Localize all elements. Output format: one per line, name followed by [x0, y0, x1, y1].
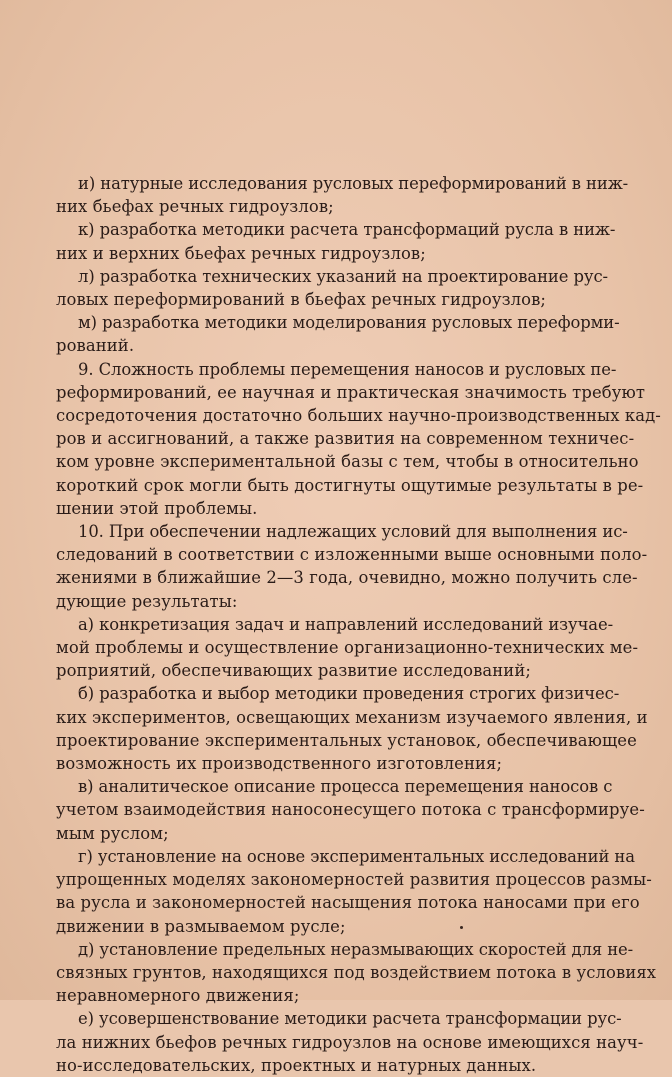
- text-line: роприятий, обеспечивающих развитие исследований;: [56, 661, 531, 681]
- text-line: упрощенных моделях закономерностей развития процессов размы-: [56, 870, 652, 890]
- paragraph: [56, 682, 661, 775]
- text-line: ловых переформирований в бьефах речных гидроузлов;: [56, 290, 547, 310]
- text-line: к) разработка методики расчета трансформаций русла в ниж-: [78, 220, 616, 240]
- text-line: и) натурные исследования русловых переформирований в ниж-: [78, 174, 629, 193]
- text-line: мой проблемы и осуществление организационно-технических ме-: [56, 638, 639, 658]
- text-line: б) разработка и выбор методики проведения строгих физичес-: [78, 684, 620, 704]
- text-line: д) установление предельных неразмывающих скоростей для не-: [78, 939, 634, 959]
- text-line: короткий срок могли быть достигнуты ощутимые результаты в ре-: [56, 475, 644, 495]
- text-line: рований.: [56, 336, 135, 356]
- paragraph: [56, 520, 661, 613]
- text-line: них и верхних бьефах речных гидроузлов;: [56, 243, 426, 263]
- paragraph: [56, 845, 661, 938]
- text-line: движении в размываемом русле;: [56, 916, 346, 936]
- text-line: г) установление на основе экспериментальных исследований на: [78, 846, 635, 866]
- text-line: 9. Сложность проблемы перемещения наносов и русловых пе-: [78, 359, 617, 379]
- text-line: л) разработка технических указаний на проектирование рус-: [78, 266, 608, 286]
- paragraph: [56, 172, 661, 218]
- paragraph: [56, 311, 661, 357]
- paragraph: [56, 358, 661, 520]
- text-line: ком уровне экспериментальной базы с тем, чтобы в относительно: [56, 452, 639, 472]
- text-line: учетом взаимодействия наносонесущего потока с трансформируе-: [56, 800, 645, 820]
- text-line: ла нижних бьефов речных гидроузлов на основе имеющихся науч-: [56, 1032, 644, 1052]
- text-line: м) разработка методики моделирования русловых переформи-: [78, 313, 620, 333]
- text-line: неравномерного движения;: [56, 986, 300, 1006]
- text-line: возможность их производственного изготовления;: [56, 754, 503, 774]
- paragraph: [56, 1007, 661, 1077]
- text-line: мым руслом;: [56, 823, 169, 843]
- document-text-body: [56, 172, 661, 1077]
- text-line: 10. При обеспечении надлежащих условий для выполнения ис-: [78, 522, 628, 542]
- text-line: следований в соответствии с изложенными выше основными поло-: [56, 545, 648, 565]
- text-line: шении этой проблемы.: [56, 498, 258, 518]
- paragraph: [56, 775, 661, 845]
- text-line: а) конкретизация задач и направлений исследований изучае-: [78, 614, 614, 634]
- paragraph: [56, 938, 661, 1008]
- text-line: но-исследовательских, проектных и натурных данных.: [56, 1055, 537, 1075]
- text-line: ких экспериментов, освещающих механизм изучаемого явления, и: [56, 707, 648, 727]
- text-line: е) усовершенствование методики расчета трансформации рус-: [78, 1009, 622, 1029]
- text-line: реформирований, ее научная и практическая значимость требуют: [56, 382, 645, 402]
- text-line: жениями в ближайшие 2—3 года, очевидно, можно получить сле-: [56, 568, 638, 588]
- text-line: связных грунтов, находящихся под воздействием потока в условиях: [56, 962, 657, 982]
- paragraph: [56, 265, 661, 311]
- text-line: сосредоточения достаточно больших научно-производственных кад-: [56, 406, 661, 426]
- text-line: в) аналитическое описание процесса перемещения наносов с: [78, 777, 613, 797]
- text-line: ва русла и закономерностей насыщения потока наносами при его: [56, 893, 640, 913]
- text-line: проектирование экспериментальных установок, обеспечивающее: [56, 730, 637, 750]
- text-line: дующие результаты:: [56, 591, 238, 611]
- page-mark: [460, 926, 463, 929]
- text-line: ров и ассигнований, а также развития на современном техничес-: [56, 429, 635, 449]
- paragraph: [56, 218, 661, 264]
- paragraph: [56, 613, 661, 683]
- text-line: них бьефах речных гидроузлов;: [56, 197, 334, 217]
